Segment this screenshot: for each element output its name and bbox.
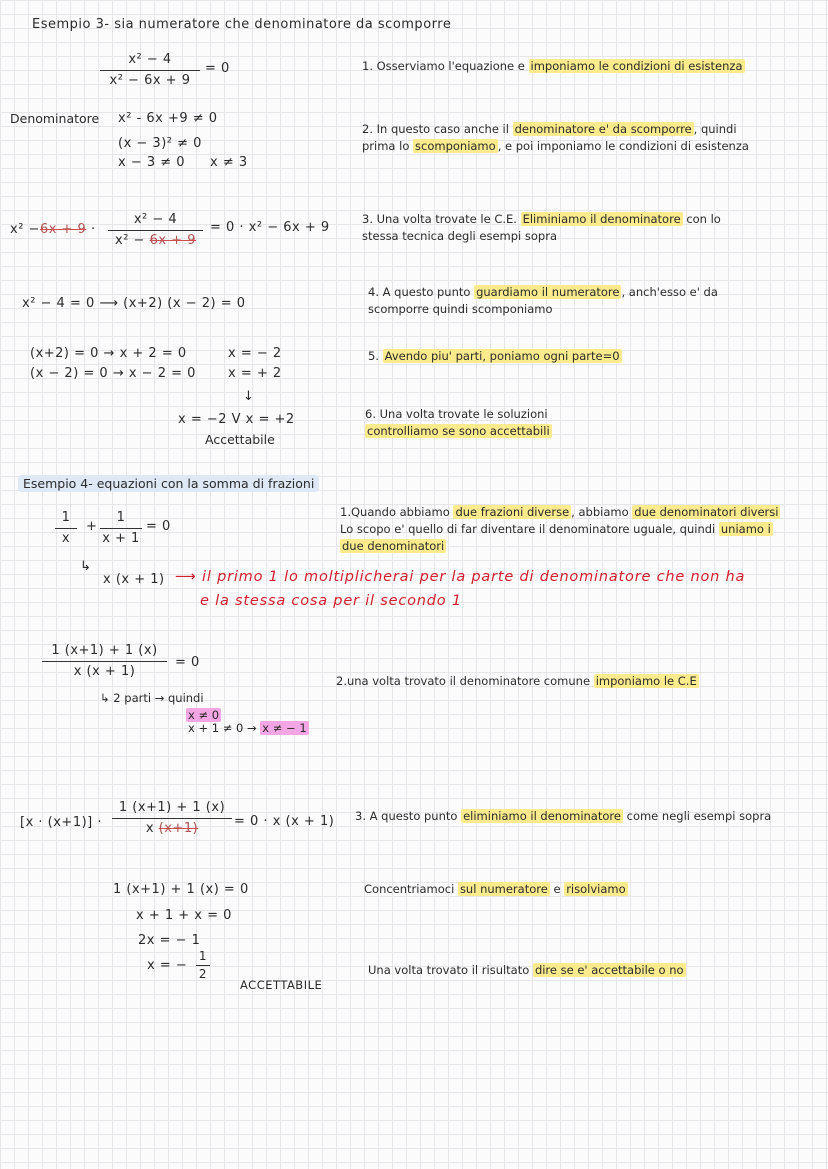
example3-equation-fraction xyxy=(100,52,200,89)
note-step-5: Una volta trovato il risultato dire se e' accettabile o no xyxy=(368,963,684,977)
fraction-numerator: 1 xyxy=(198,949,208,963)
denominator-linear: x − 3 ≠ 0 xyxy=(118,155,186,170)
fraction-denominator: x² − 6x + 9 xyxy=(115,233,196,248)
solve-step-4: x = − xyxy=(147,958,188,973)
fraction-denominator: x + 1 xyxy=(102,531,140,546)
part2-equation: (x − 2) = 0 → x − 2 = 0 xyxy=(30,366,196,381)
note-step-2: 2.una volta trovato il denominatore comune imponiamo le C.E xyxy=(336,674,697,688)
fraction-bar xyxy=(100,528,142,529)
note-step-5: 5. Avendo piu' parti, poniamo ogni parte=0 xyxy=(368,349,620,363)
note-step-1: 1. Osserviamo l'equazione e imponiamo le condizioni di esistenza xyxy=(362,59,743,73)
fraction-numerator: 1 (x+1) + 1 (x) xyxy=(118,800,226,815)
note-step-2: 2. In questo caso anche il denominatore e' da scomporre , quindi prima lo scomponiamo , e poi imponiamo le condizioni di esistenza xyxy=(362,122,749,153)
fraction-denominator: x (x+1) xyxy=(145,821,199,836)
fraction-bar xyxy=(42,661,167,662)
note-step-1: 1.Quando abbiamo due frazioni diverse , abbiamo due denominatori diversi Lo scopo e' quello di far diventare il denominatore uguale, quindi uniamo i due denominatori xyxy=(340,505,779,553)
part1-result: x = − 2 xyxy=(228,346,282,361)
cancelled-term: 6x + 9 xyxy=(39,222,87,237)
multiplied-fraction xyxy=(112,800,232,837)
multiplied-rhs: = 0 · x² − 6x + 9 xyxy=(210,220,330,235)
multiply-factor: x² −6x + 9 · xyxy=(10,222,96,237)
fraction-numerator: x² − 4 xyxy=(133,212,178,227)
denominator-result: x ≠ 3 xyxy=(210,155,248,170)
fraction-bar xyxy=(55,528,77,529)
solve-step-1: 1 (x+1) + 1 (x) = 0 xyxy=(113,882,249,897)
condition-x: x ≠ 0 xyxy=(188,708,220,722)
multiplied-fraction xyxy=(108,212,203,249)
multiplied-rhs: = 0 · x (x + 1) xyxy=(234,814,335,829)
fraction-1-over-x-plus-1 xyxy=(100,510,142,547)
fraction-bar xyxy=(108,230,203,231)
cancelled-term: 6x + 9 xyxy=(149,233,196,248)
red-handwritten-note: ⟶ il primo 1 lo moltiplicherai per la parte di denominatore che non ha xyxy=(175,569,746,585)
acceptable-label: Accettabile xyxy=(205,432,275,447)
acceptable-label: ACCETTABILE xyxy=(240,978,323,992)
part1-equation: (x+2) = 0 → x + 2 = 0 xyxy=(30,346,187,361)
fraction-denominator: 2 xyxy=(198,967,208,981)
denominator-label: Denominatore xyxy=(10,111,100,126)
solve-step-3: 2x = − 1 xyxy=(138,933,201,948)
numerator-equation: x² − 4 = 0 ⟶ (x+2) (x − 2) = 0 xyxy=(22,296,246,311)
equation-rhs: = 0 xyxy=(205,61,230,76)
solutions: x = −2 V x = +2 xyxy=(178,412,295,427)
example3-title: Esempio 3- sia numeratore che denominatore da scomporre xyxy=(32,17,452,32)
fraction-1-over-x xyxy=(55,510,77,547)
note-step-6: 6. Una volta trovate le soluzioni controlliamo se sono accettabili xyxy=(365,407,550,438)
fraction-numerator: 1 xyxy=(61,510,71,525)
down-arrow: ↓ xyxy=(243,389,255,404)
note-step-3: 3. Una volta trovate le C.E. Eliminiamo il denominatore con lo stessa tecnica degli esempi sopra xyxy=(362,212,721,243)
plus-sign: + xyxy=(86,519,98,534)
note-step-3: 3. A questo punto eliminiamo il denominatore come negli esempi sopra xyxy=(355,809,772,823)
solve-step-2: x + 1 + x = 0 xyxy=(136,908,232,923)
part2-result: x = + 2 xyxy=(228,366,282,381)
fraction-numerator: x² − 4 xyxy=(128,52,172,67)
red-handwritten-note-line2: e la stessa cosa per il secondo 1 xyxy=(200,593,462,609)
fraction-denominator: x² − 6x + 9 xyxy=(109,73,191,88)
note-step-4: 4. A questo punto guardiamo il numeratore , anch'esso e' da scomporre quindi scomponiamo xyxy=(368,285,718,316)
fraction-bar xyxy=(112,818,232,819)
equation-rhs: = 0 xyxy=(146,519,171,534)
sum-fraction xyxy=(42,643,167,680)
result-fraction xyxy=(196,950,210,981)
denominator-squared: (x − 3)² ≠ 0 xyxy=(118,136,202,151)
fraction-numerator: 1 (x+1) + 1 (x) xyxy=(51,643,158,658)
fraction-denominator: x xyxy=(61,531,71,546)
fraction-numerator: 1 xyxy=(116,510,126,525)
hook-arrow: ↳ xyxy=(80,559,92,574)
fraction-bar xyxy=(196,965,210,966)
sum-rhs: = 0 xyxy=(175,655,200,670)
fraction-bar xyxy=(100,70,200,71)
fraction-denominator: x (x + 1) xyxy=(73,664,136,679)
note-step-4: Concentriamoci sul numeratore e risolviamo xyxy=(364,882,626,896)
denominator-condition: x² - 6x +9 ≠ 0 xyxy=(118,111,218,126)
common-denominator: x (x + 1) xyxy=(103,572,165,587)
example4-title: Esempio 4- equazioni con la somma di frazioni xyxy=(18,476,319,491)
condition-x-plus-1: x + 1 ≠ 0 → x ≠ − 1 xyxy=(188,721,307,735)
two-parts-note: ↳ 2 parti → quindi xyxy=(100,691,204,705)
multiply-factor: [x · (x+1)] · xyxy=(20,815,102,830)
cancelled-term: (x+1) xyxy=(158,821,199,836)
